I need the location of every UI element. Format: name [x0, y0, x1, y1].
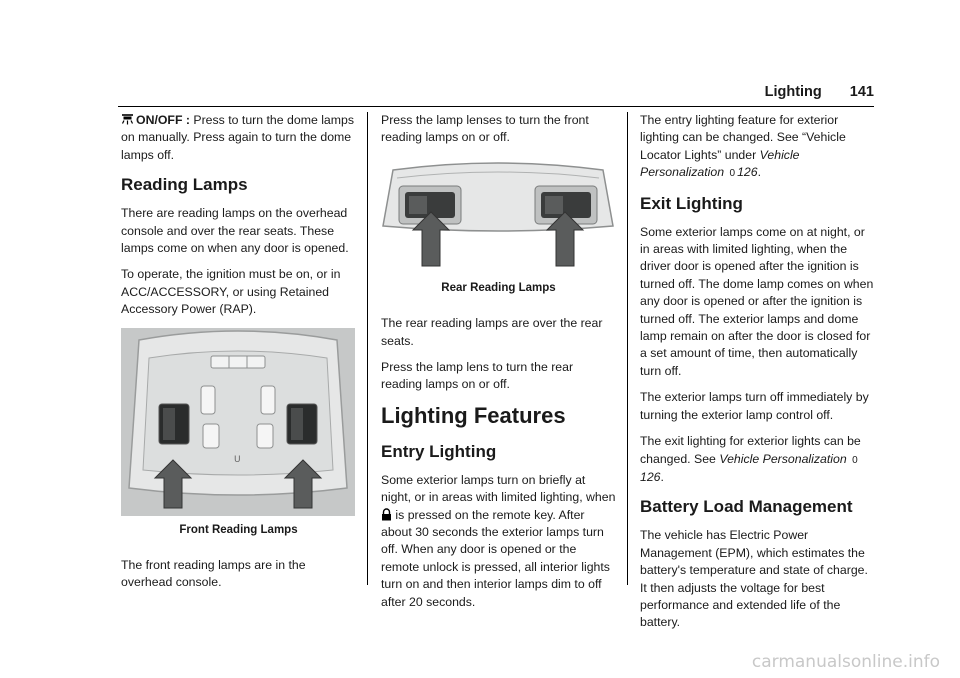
lock-icon	[381, 508, 392, 521]
entry-text-b: is pressed on the remote key. After about 30 seconds the exterior lamps turn off. When any door is opened or the remote unlock is pressed, all interior lights turn on and then interior lamps dim to off after 20 seconds.	[381, 507, 610, 609]
onoff-paragraph	[121, 112, 356, 164]
rear-lamps-p1: The rear reading lamps are over the rear seats.	[381, 316, 603, 348]
onoff-label: ON/OFF :	[136, 113, 190, 127]
column-divider-1	[367, 112, 368, 585]
running-header	[765, 84, 874, 100]
battery-load-paragraph: The vehicle has Electric Power Management (EPM), which estimates the battery's temperature and state of charge. It then adjusts the voltage for best performance and extended life of the battery.	[640, 528, 868, 630]
rear-reading-lamps-caption: Rear Reading Lamps	[441, 281, 556, 294]
column-1	[121, 112, 356, 601]
page-reference-icon: 0	[729, 168, 736, 180]
locator-paragraph: The entry lighting feature for exterior lighting can be changed. See “Vehicle Locator Lights” under Vehicle Personalization 0 126.	[640, 112, 875, 183]
dome-lamp-icon	[121, 114, 134, 125]
exit-lighting-heading: Exit Lighting	[640, 193, 743, 213]
press-front-paragraph: Press the lamp lenses to turn the front reading lamps on or off.	[381, 113, 589, 145]
reading-lamps-heading: Reading Lamps	[121, 175, 248, 195]
locator-text: The entry lighting feature for exterior lighting can be changed. See “Vehicle Locator Lights” under	[640, 113, 846, 162]
front-reading-lamps-illustration	[121, 328, 355, 516]
front-lamps-paragraph: The front reading lamps are in the overhead console.	[121, 558, 306, 590]
rear-reading-lamps-illustration	[381, 156, 615, 274]
exit-p3-page[interactable]: 126	[640, 469, 661, 484]
locator-reference[interactable]: Vehicle Personalization	[640, 147, 800, 180]
entry-lighting-paragraph	[381, 472, 616, 611]
exit-lighting-p2: The exterior lamps turn off immediately by turning the exterior lamp control off.	[640, 390, 869, 422]
entry-lighting-heading: Entry Lighting	[381, 441, 497, 461]
exit-lighting-p1: Some exterior lamps come on at night, or in areas with limited lighting, when the driver door is opened after the ignition is turned off. The dome lamp comes on when any door is opened or after the ignition is turned off. The exterior lamps and dome lamp remain on after the door is closed for a set amount of time, then automatically turn off.	[640, 224, 874, 378]
page-reference-icon: 0	[852, 454, 858, 466]
watermark: carmanualsonline.info	[751, 652, 940, 672]
onoff-text: Press to turn the dome lamps on manually. Press again to turn the dome lamps off.	[121, 113, 355, 162]
column-3	[640, 112, 875, 641]
locator-page[interactable]: 126	[737, 165, 758, 180]
column-divider-2	[627, 112, 628, 585]
header-page-number: 141	[849, 84, 874, 100]
front-reading-lamps-caption: Front Reading Lamps	[179, 523, 298, 536]
exit-lighting-p3: The exit lighting for exterior lights can be changed. See Vehicle Personalization 0126.	[640, 434, 861, 484]
exit-p3-text: The exit lighting for exterior lights can be changed. See	[640, 434, 861, 466]
lighting-features-heading: Lighting Features	[381, 402, 566, 428]
entry-text-a: Some exterior lamps turn on briefly at night, or in areas with limited lighting, when	[381, 472, 616, 505]
svg-text:U: U	[234, 454, 241, 465]
reading-lamps-p2: To operate, the ignition must be on, or in ACC/ACCESSORY, or using Retained Accessory Power (RAP).	[121, 267, 341, 317]
header-section-title: Lighting	[764, 84, 822, 100]
exit-p3-reference[interactable]: Vehicle Personalization	[719, 451, 847, 466]
battery-load-heading: Battery Load Management	[640, 497, 853, 517]
reading-lamps-p1: There are reading lamps on the overhead console and over the rear seats. These lamps come on when any door is opened.	[121, 206, 349, 256]
column-2	[381, 112, 616, 620]
rear-lamps-p2: Press the lamp lens to turn the rear reading lamps on or off.	[381, 360, 574, 392]
header-rule	[118, 106, 874, 107]
